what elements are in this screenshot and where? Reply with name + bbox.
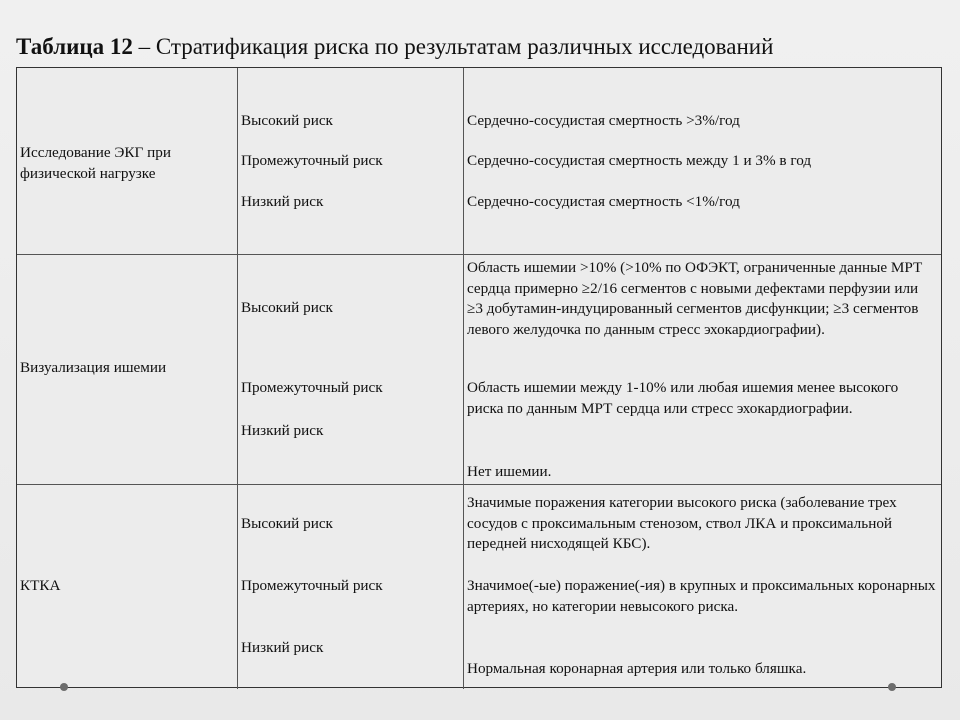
level-high: Высокий риск [241,299,333,316]
method-cell [17,485,238,689]
level-low: Низкий риск [241,639,324,656]
page-title [16,30,773,64]
table-row [17,68,941,255]
method-label: КТКА [20,577,61,594]
table-row [17,485,941,689]
method-cell [17,255,238,484]
criteria-high: Сердечно-сосудистая смертность >3%/год [467,112,740,129]
criteria-low: Нормальная коронарная артерия или только бляшка. [467,660,807,677]
level-cell [238,255,464,484]
criteria-intermediate: Сердечно-сосудистая смертность между 1 и 3% в год [467,152,812,169]
criteria-cell [464,485,941,689]
slide-dot-left [60,683,68,691]
title-bold: Таблица 12 [16,34,133,59]
method-label: Исследование ЭКГ при физической нагрузке [20,144,171,182]
level-intermediate: Промежуточный риск [241,379,383,396]
level-low: Низкий риск [241,422,324,439]
criteria-high: Область ишемии >10% (>10% по ОФЭКТ, ограниченные данные МРТ сердца примерно ≥2/16 сегментов с новыми дефектами перфузии или ≥3 добутамин-индуцированный сегментов дисфункции; ≥3 сегментов левого желудочка по данным стресс эхокардиографии). [467,259,923,338]
criteria-cell [464,68,941,254]
criteria-high: Значимые поражения категории высокого риска (заболевание трех сосудов с проксимальным стенозом, ствол ЛКА и проксимальной передней нисходящей КБС). [467,494,897,552]
title-rest: – Стратификация риска по результатам различных исследований [132,34,774,59]
criteria-cell [464,255,941,484]
level-high: Высокий риск [241,112,333,129]
method-cell [17,68,238,254]
criteria-intermediate: Значимое(-ые) поражение(-ия) в крупных и проксимальных коронарных артериях, но категории невысокого риска. [467,577,936,615]
method-label: Визуализация ишемии [20,359,167,376]
level-intermediate: Промежуточный риск [241,577,383,594]
level-cell [238,68,464,254]
level-cell [238,485,464,689]
criteria-low: Нет ишемии. [467,463,552,480]
risk-table [16,67,942,688]
slide-dot-right [888,683,896,691]
level-low: Низкий риск [241,193,324,210]
level-intermediate: Промежуточный риск [241,152,383,169]
criteria-intermediate: Область ишемии между 1-10% или любая ишемия менее высокого риска по данным МРТ сердца или стресс эхокардиографии. [467,379,899,417]
level-high: Высокий риск [241,515,333,532]
criteria-low: Сердечно-сосудистая смертность <1%/год [467,193,740,210]
table-row [17,255,941,485]
